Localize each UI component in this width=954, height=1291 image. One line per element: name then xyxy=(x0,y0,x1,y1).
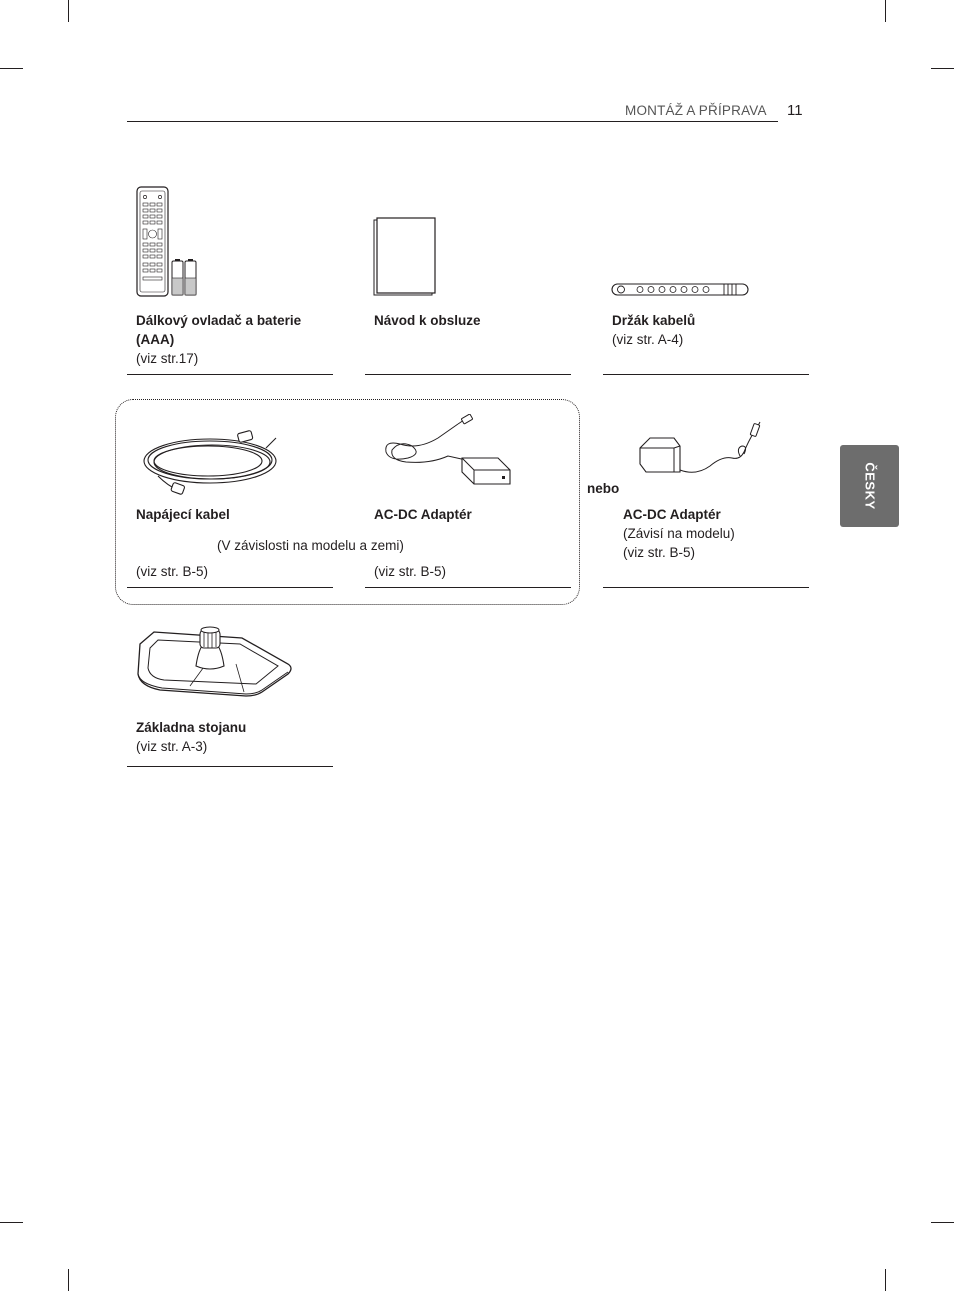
item-rule xyxy=(603,587,809,588)
crop-mark xyxy=(931,1222,954,1223)
language-tab-label: ČESKY xyxy=(862,462,877,510)
item-rule xyxy=(127,587,333,588)
ac-dc-adapter-brick-illustration xyxy=(378,414,518,494)
item-note-adapter-wall-page: (viz str. B-5) xyxy=(623,545,696,560)
crop-mark xyxy=(885,0,886,22)
crop-mark xyxy=(68,1269,69,1291)
cable-holder-illustration xyxy=(610,281,752,299)
manual-illustration xyxy=(372,216,438,298)
item-note-remote: (viz str.17) xyxy=(136,351,199,366)
item-title-stand-base: Základna stojanu xyxy=(136,720,247,735)
group-note: (V závislosti na modelu a zemi) xyxy=(217,538,404,553)
crop-mark xyxy=(885,1269,886,1291)
item-title-adapter-brick: AC-DC Adaptér xyxy=(374,507,472,522)
item-rule xyxy=(365,374,571,375)
item-title-remote: Dálkový ovladač a baterie (AAA) xyxy=(136,313,302,347)
language-tab[interactable] xyxy=(840,445,899,527)
item-rule xyxy=(603,374,809,375)
page-number: 11 xyxy=(787,102,803,119)
item-note-adapter-wall-model: (Závisí na modelu) xyxy=(623,526,735,541)
item-rule xyxy=(365,587,571,588)
power-cord-illustration xyxy=(138,424,283,499)
or-label: nebo xyxy=(587,481,620,496)
item-note-cable-holder: (viz str. A-4) xyxy=(612,332,684,347)
crop-mark xyxy=(0,68,23,69)
item-rule xyxy=(127,374,333,375)
item-rule xyxy=(127,766,333,767)
section-title: MONTÁŽ A PŘÍPRAVA xyxy=(625,103,767,118)
stand-base-illustration xyxy=(132,622,296,702)
crop-mark xyxy=(931,68,954,69)
remote-control-illustration xyxy=(134,185,204,300)
item-title-cable-holder: Držák kabelů xyxy=(612,313,696,328)
item-title-power-cord: Napájecí kabel xyxy=(136,507,230,522)
item-title-manual: Návod k obsluze xyxy=(374,313,481,328)
header-rule xyxy=(127,121,778,122)
item-note-stand-base: (viz str. A-3) xyxy=(136,739,208,754)
crop-mark xyxy=(0,1222,23,1223)
crop-mark xyxy=(68,0,69,22)
ac-dc-adapter-wall-illustration xyxy=(636,418,768,480)
item-note-adapter-brick: (viz str. B-5) xyxy=(374,564,447,579)
item-title-adapter-wall: AC-DC Adaptér xyxy=(623,507,721,522)
item-note-power-cord: (viz str. B-5) xyxy=(136,564,209,579)
